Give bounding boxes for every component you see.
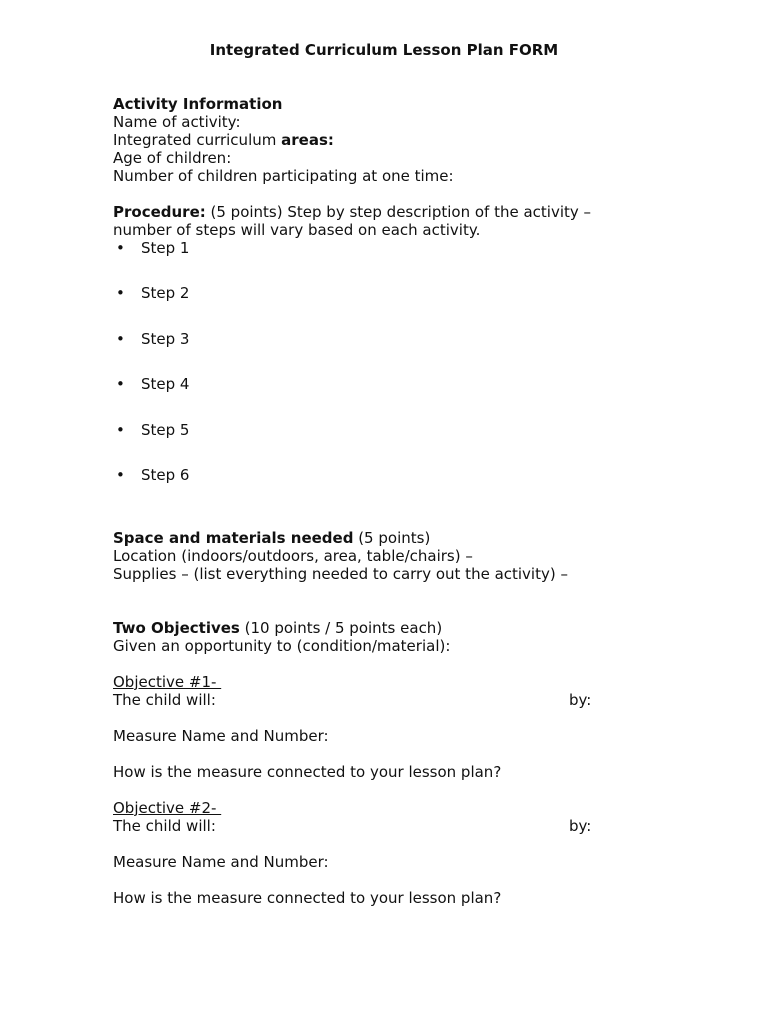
- form-title: Integrated Curriculum Lesson Plan FORM: [209, 41, 559, 59]
- by-label: by:: [569, 816, 592, 835]
- procedure-description-2: number of steps will vary based on each activity.: [113, 221, 481, 239]
- location-label: Location (indoors/outdoors, area, table/chairs) –: [113, 546, 473, 565]
- list-item: [113, 284, 673, 302]
- list-item: [113, 421, 673, 439]
- step-label: Step 3: [141, 329, 190, 348]
- objectives-points: (10 points / 5 points each): [239, 618, 443, 637]
- objective-1-label: Objective #1-: [113, 672, 222, 691]
- procedure-intro-line1: [113, 203, 673, 221]
- by-label: by:: [569, 690, 592, 709]
- measure-name-label: Measure Name and Number:: [113, 852, 329, 871]
- bullet-icon: •: [116, 465, 125, 484]
- procedure-steps-list: [113, 239, 673, 484]
- space-materials-section: [113, 529, 673, 583]
- list-item: [113, 375, 673, 393]
- objective-block-2: [113, 799, 673, 907]
- objective-block-1: [113, 673, 673, 781]
- step-label: Step 1: [141, 239, 190, 257]
- objective-2-child-will-row: [113, 817, 673, 835]
- step-label: Step 6: [141, 465, 190, 484]
- bullet-icon: •: [116, 329, 125, 348]
- age-of-children-label: Age of children:: [113, 149, 232, 167]
- list-item: [113, 330, 673, 348]
- child-will-label: The child will:: [113, 816, 216, 835]
- procedure-section: [113, 203, 673, 484]
- objective-1-child-will-row: [113, 691, 673, 709]
- measure-connection-question: How is the measure connected to your lesson plan?: [113, 888, 502, 907]
- measure-connection-question: How is the measure connected to your lesson plan?: [113, 762, 502, 781]
- procedure-description-1: (5 points) Step by step description of the activity –: [205, 203, 592, 221]
- step-label: Step 4: [141, 375, 190, 394]
- list-item: [113, 466, 673, 484]
- form-content: [113, 95, 673, 907]
- step-label: Step 2: [141, 284, 190, 303]
- objectives-section: [113, 619, 673, 907]
- objectives-heading: Two Objectives: [113, 618, 240, 637]
- supplies-label: Supplies – (list everything needed to carry out the activity) –: [113, 564, 568, 583]
- curriculum-areas-label: [113, 131, 673, 149]
- space-materials-heading-line: [113, 529, 673, 547]
- step-label: Step 5: [141, 420, 190, 439]
- procedure-heading: Procedure:: [113, 203, 206, 221]
- space-materials-heading: Space and materials needed: [113, 528, 354, 547]
- objectives-heading-line: [113, 619, 673, 637]
- given-opportunity-label: Given an opportunity to (condition/material):: [113, 636, 451, 655]
- bullet-icon: •: [116, 284, 125, 303]
- activity-information-heading: Activity Information: [113, 95, 283, 113]
- curriculum-areas-prefix: Integrated curriculum: [113, 131, 282, 149]
- bullet-icon: •: [116, 239, 125, 257]
- number-of-children-label: Number of children participating at one time:: [113, 167, 454, 185]
- activity-information-section: [113, 95, 673, 185]
- child-will-label: The child will:: [113, 690, 216, 709]
- bullet-icon: •: [116, 375, 125, 394]
- list-item: [113, 239, 673, 257]
- activity-name-label: Name of activity:: [113, 113, 241, 131]
- space-materials-points: (5 points): [353, 528, 431, 547]
- curriculum-areas-bold: areas:: [281, 131, 334, 149]
- objective-2-label: Objective #2-: [113, 798, 222, 817]
- bullet-icon: •: [116, 420, 125, 439]
- measure-name-label: Measure Name and Number:: [113, 726, 329, 745]
